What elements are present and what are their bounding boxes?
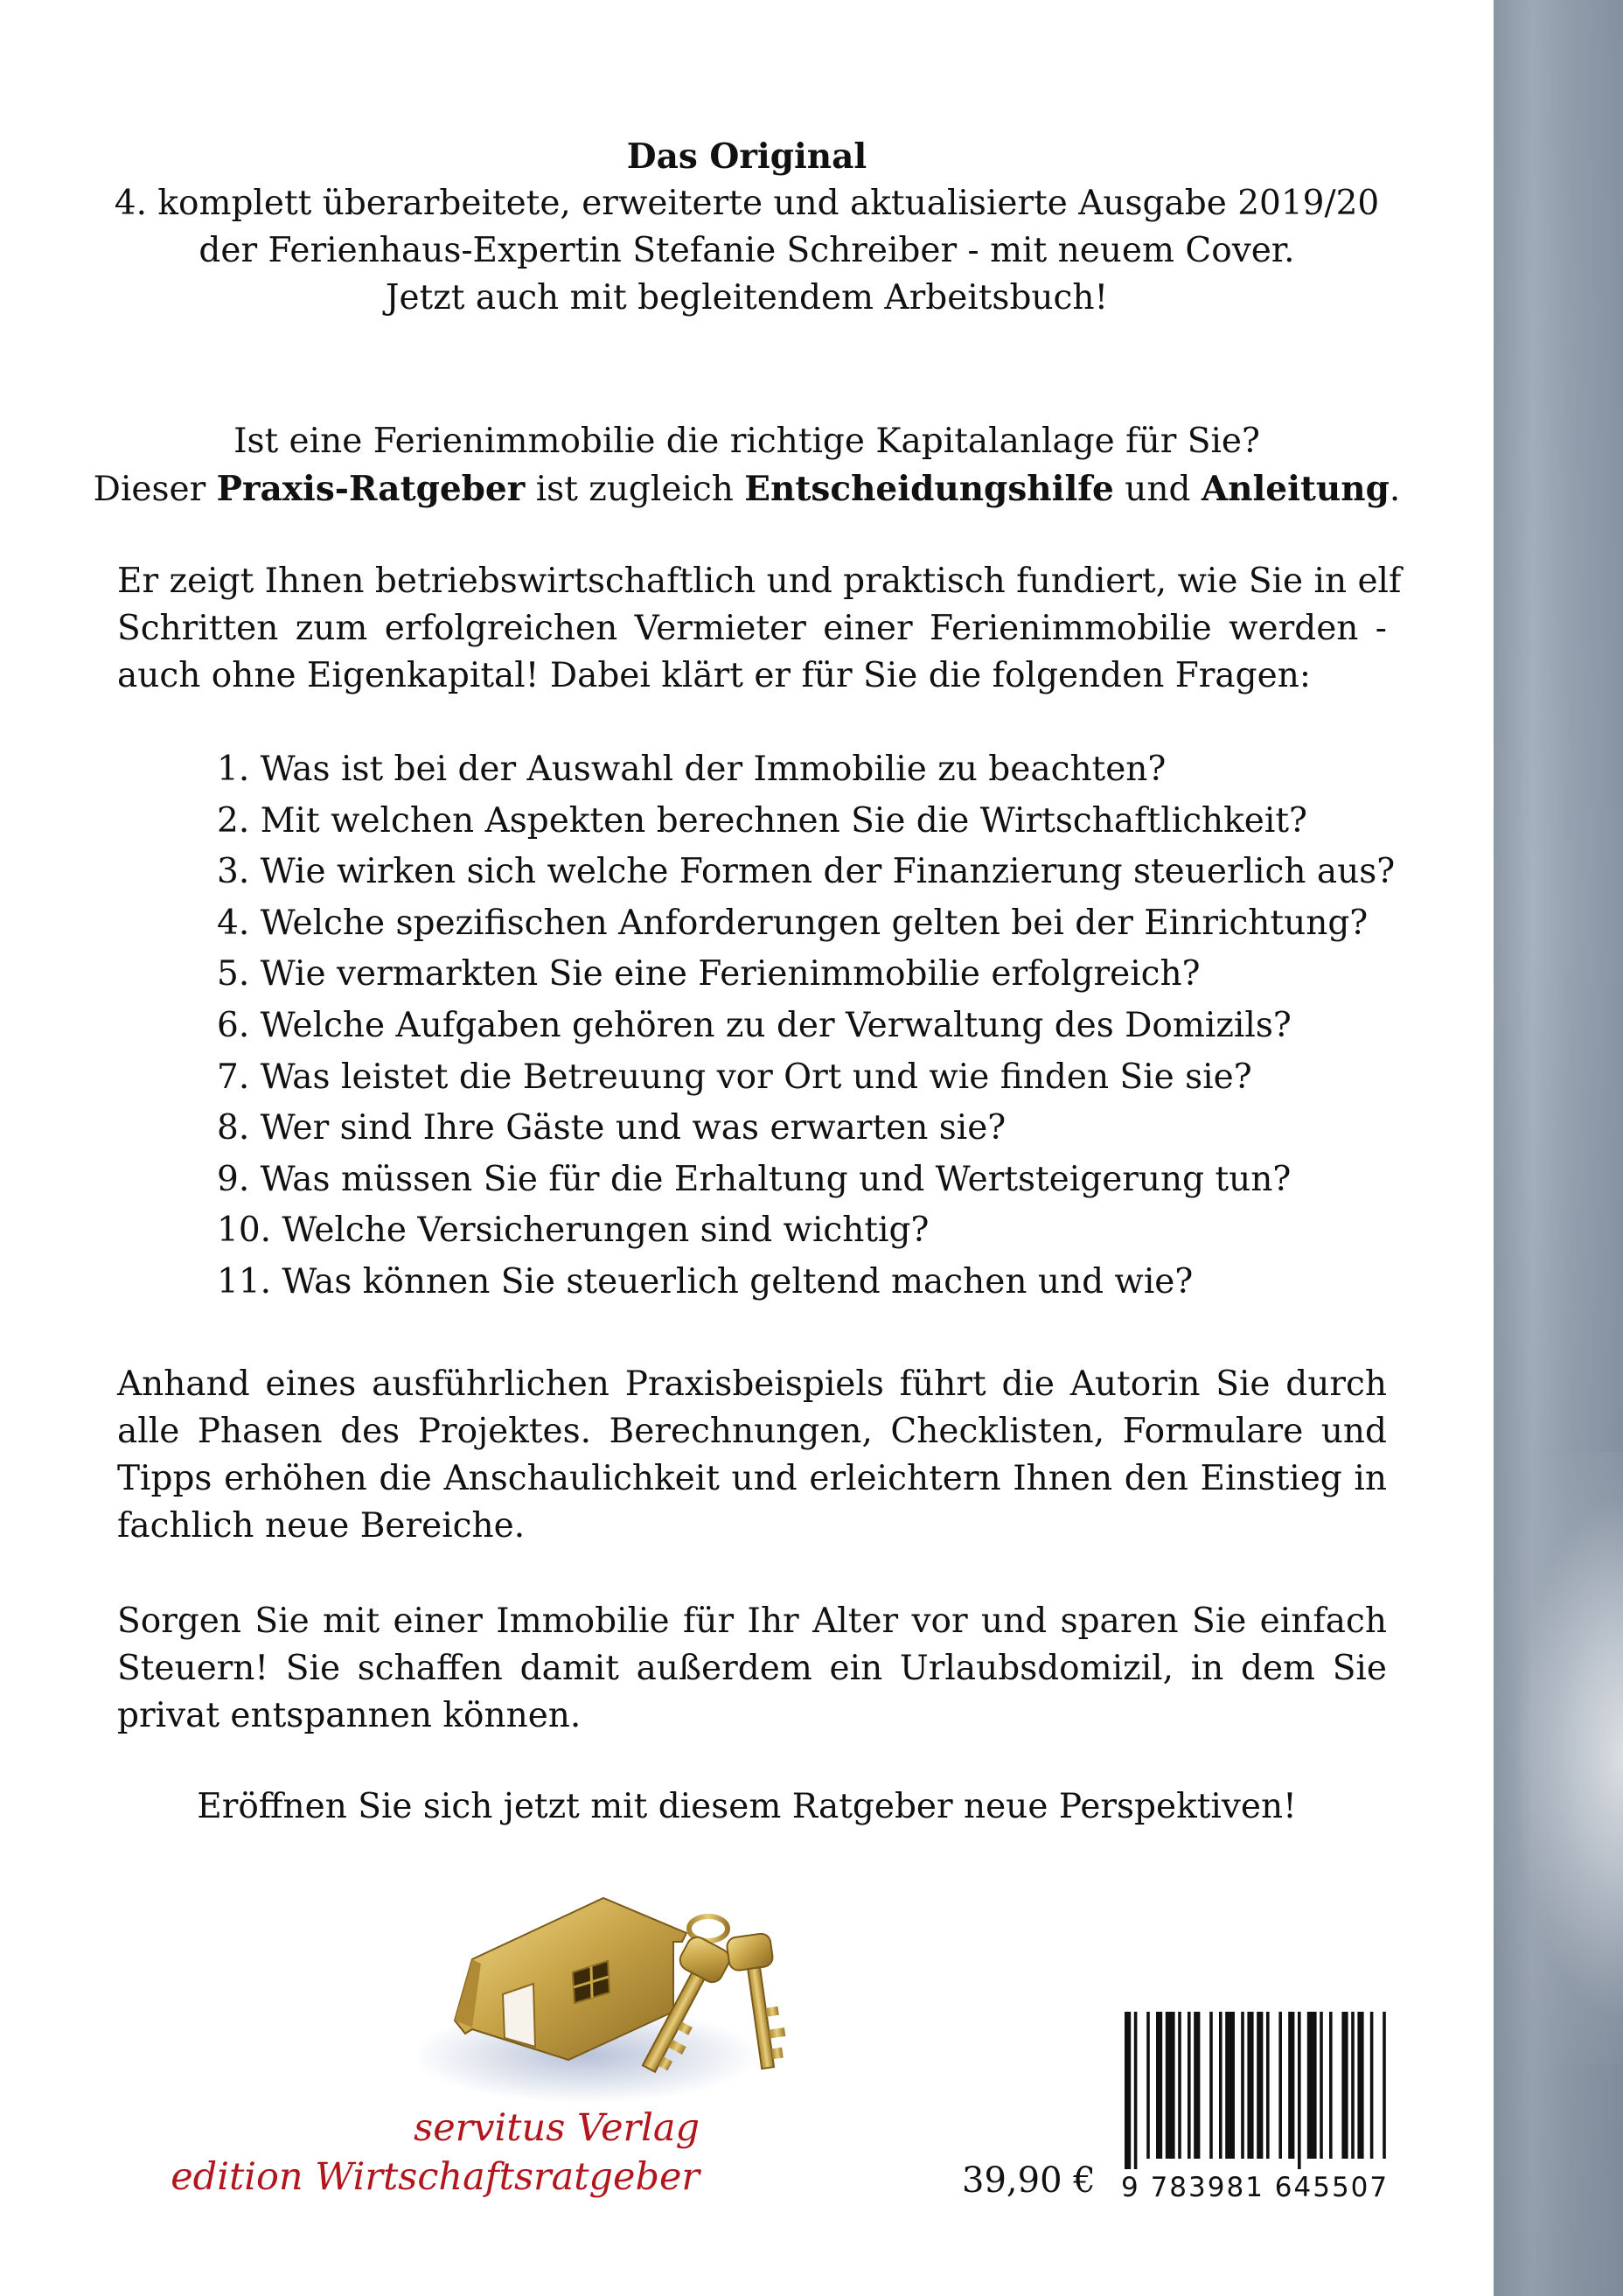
barcode-bar bbox=[1257, 2012, 1263, 2159]
barcode-bar bbox=[1247, 2012, 1253, 2159]
header-block bbox=[0, 133, 1494, 322]
barcode-bar bbox=[1298, 2012, 1301, 2169]
isbn-number: 9 783981 645507 bbox=[1121, 2172, 1390, 2203]
publisher-block bbox=[157, 2104, 700, 2202]
intro-block bbox=[0, 418, 1494, 513]
paragraph-line: Tipps erhöhen die Anschaulichkeit und erleichtern Ihnen den Einstieg in bbox=[117, 1459, 1387, 1498]
barcode-bar bbox=[1146, 2012, 1150, 2159]
workbook-line: Jetzt auch mit begleitendem Arbeitsbuch! bbox=[385, 278, 1109, 318]
barcode-bar bbox=[1188, 2012, 1191, 2159]
question-item: 11. Was können Sie steuerlich geltend machen und wie? bbox=[217, 1261, 1194, 1302]
house-keychain-illustration bbox=[420, 1881, 927, 2108]
barcode-bar bbox=[1134, 2012, 1138, 2169]
barcode-bar bbox=[1370, 2012, 1374, 2159]
lead-text: ist zugleich bbox=[525, 470, 745, 509]
paragraph-line: Anhand eines ausführlichen Praxisbeispiels führt die Autorin Sie durch bbox=[117, 1364, 1387, 1404]
barcode-bar bbox=[1320, 2012, 1323, 2159]
barcode-bar bbox=[1278, 2012, 1282, 2159]
question-list bbox=[217, 744, 1441, 1309]
author-line: der Ferienhaus-Expertin Stefanie Schreiber - mit neuem Cover. bbox=[199, 231, 1295, 270]
edition-line: 4. komplett überarbeitete, erweiterte und aktualisierte Ausgabe 2019/20 bbox=[114, 184, 1380, 223]
barcode-bar bbox=[1357, 2012, 1363, 2159]
lead-text: . bbox=[1389, 470, 1401, 509]
barcode-bar bbox=[1166, 2012, 1175, 2159]
barcode-bar bbox=[1125, 2012, 1131, 2169]
edition-title: Das Original bbox=[626, 136, 867, 177]
lead-text: und bbox=[1113, 470, 1202, 509]
closing-line: Eröffnen Sie sich jetzt mit diesem Ratgeber neue Perspektiven! bbox=[197, 1787, 1297, 1826]
intro-question: Ist eine Ferienimmobilie die richtige Kapitalanlage für Sie? bbox=[233, 422, 1260, 461]
intro-lead bbox=[0, 465, 1494, 513]
paragraph-line: privat entspannen können. bbox=[117, 1696, 582, 1735]
paragraph-line: Er zeigt Ihnen betriebswirtschaftlich und praktisch fundiert, wie Sie in elf bbox=[117, 562, 1402, 601]
barcode-bar bbox=[1209, 2012, 1213, 2159]
paragraph-line: Steuern! Sie schaffen damit außerdem ein Urlaubsdomizil, in dem Sie bbox=[117, 1649, 1387, 1688]
lead-bold-anleitung: Anleitung bbox=[1201, 469, 1390, 509]
paragraph-line: fachlich neue Bereiche. bbox=[117, 1506, 526, 1546]
paragraph-line: Sorgen Sie mit einer Immobilie für Ihr Alter vor und sparen Sie einfach bbox=[117, 1602, 1387, 1641]
barcode-bar bbox=[1156, 2012, 1162, 2159]
question-item: 3. Wie wirken sich welche Formen der Finanzierung steuerlich aus? bbox=[217, 852, 1396, 892]
question-item: 4. Welche spezifischen Anforderungen gelten bei der Einrichtung? bbox=[217, 903, 1369, 943]
paragraph-line: auch ohne Eigenkapital! Dabei klärt er für Sie die folgenden Fragen: bbox=[117, 656, 1311, 695]
question-item: 8. Wer sind Ihre Gäste und was erwarten sie? bbox=[217, 1108, 1007, 1148]
barcode-bar bbox=[1194, 2012, 1200, 2159]
spine-edge bbox=[1494, 0, 1623, 2296]
question-item: 10. Welche Versicherungen sind wichtig? bbox=[217, 1211, 930, 1251]
paragraph-line: alle Phasen des Projektes. Berechnungen, Checklisten, Formulare und bbox=[117, 1412, 1387, 1451]
price-label: 39,90 € bbox=[962, 2160, 1096, 2201]
publisher-name: servitus Verlag bbox=[414, 2106, 700, 2150]
lead-bold-entscheidungshilfe: Entscheidungshilfe bbox=[744, 469, 1114, 509]
spine-shadow bbox=[1494, 0, 1623, 2296]
house-key-icon bbox=[420, 1881, 927, 2108]
question-item: 5. Wie vermarkten Sie eine Ferienimmobilie erfolgreich? bbox=[217, 954, 1201, 994]
barcode-bar bbox=[1225, 2012, 1235, 2159]
paragraph-line: Schritten zum erfolgreichen Vermieter einer Ferienimmobilie werden - bbox=[117, 609, 1387, 648]
question-item: 6. Welche Aufgaben gehören zu der Verwaltung des Domizils? bbox=[217, 1005, 1292, 1045]
question-item: 1. Was ist bei der Auswahl der Immobilie zu beachten? bbox=[217, 750, 1167, 789]
paragraph-example bbox=[117, 1361, 1387, 1550]
barcode-bars bbox=[1121, 2012, 1389, 2169]
paragraph-retirement bbox=[117, 1598, 1387, 1740]
question-item: 2. Mit welchen Aspekten berechnen Sie die Wirtschaftlichkeit? bbox=[217, 800, 1307, 841]
barcode-bar bbox=[1178, 2012, 1181, 2159]
barcode-bar bbox=[1266, 2012, 1270, 2159]
barcode-bar bbox=[1307, 2012, 1317, 2159]
publisher-series: edition Wirtschaftsratgeber bbox=[171, 2155, 700, 2199]
barcode-bar bbox=[1241, 2012, 1244, 2159]
lead-text: Dieser bbox=[93, 470, 217, 509]
barcode-bar bbox=[1351, 2012, 1355, 2159]
barcode-bar bbox=[1219, 2012, 1222, 2159]
lead-bold-praxis-ratgeber: Praxis-Ratgeber bbox=[216, 469, 526, 509]
paragraph-steps bbox=[117, 558, 1402, 700]
barcode-bar bbox=[1383, 2012, 1386, 2159]
barcode-bar bbox=[1341, 2012, 1348, 2159]
question-item: 7. Was leistet die Betreuung vor Ort und wie finden Sie sie? bbox=[217, 1057, 1252, 1097]
question-item: 9. Was müssen Sie für die Erhaltung und Wertsteigerung tun? bbox=[217, 1159, 1292, 1199]
barcode-bar bbox=[1288, 2012, 1294, 2159]
barcode-bar bbox=[1329, 2012, 1333, 2159]
